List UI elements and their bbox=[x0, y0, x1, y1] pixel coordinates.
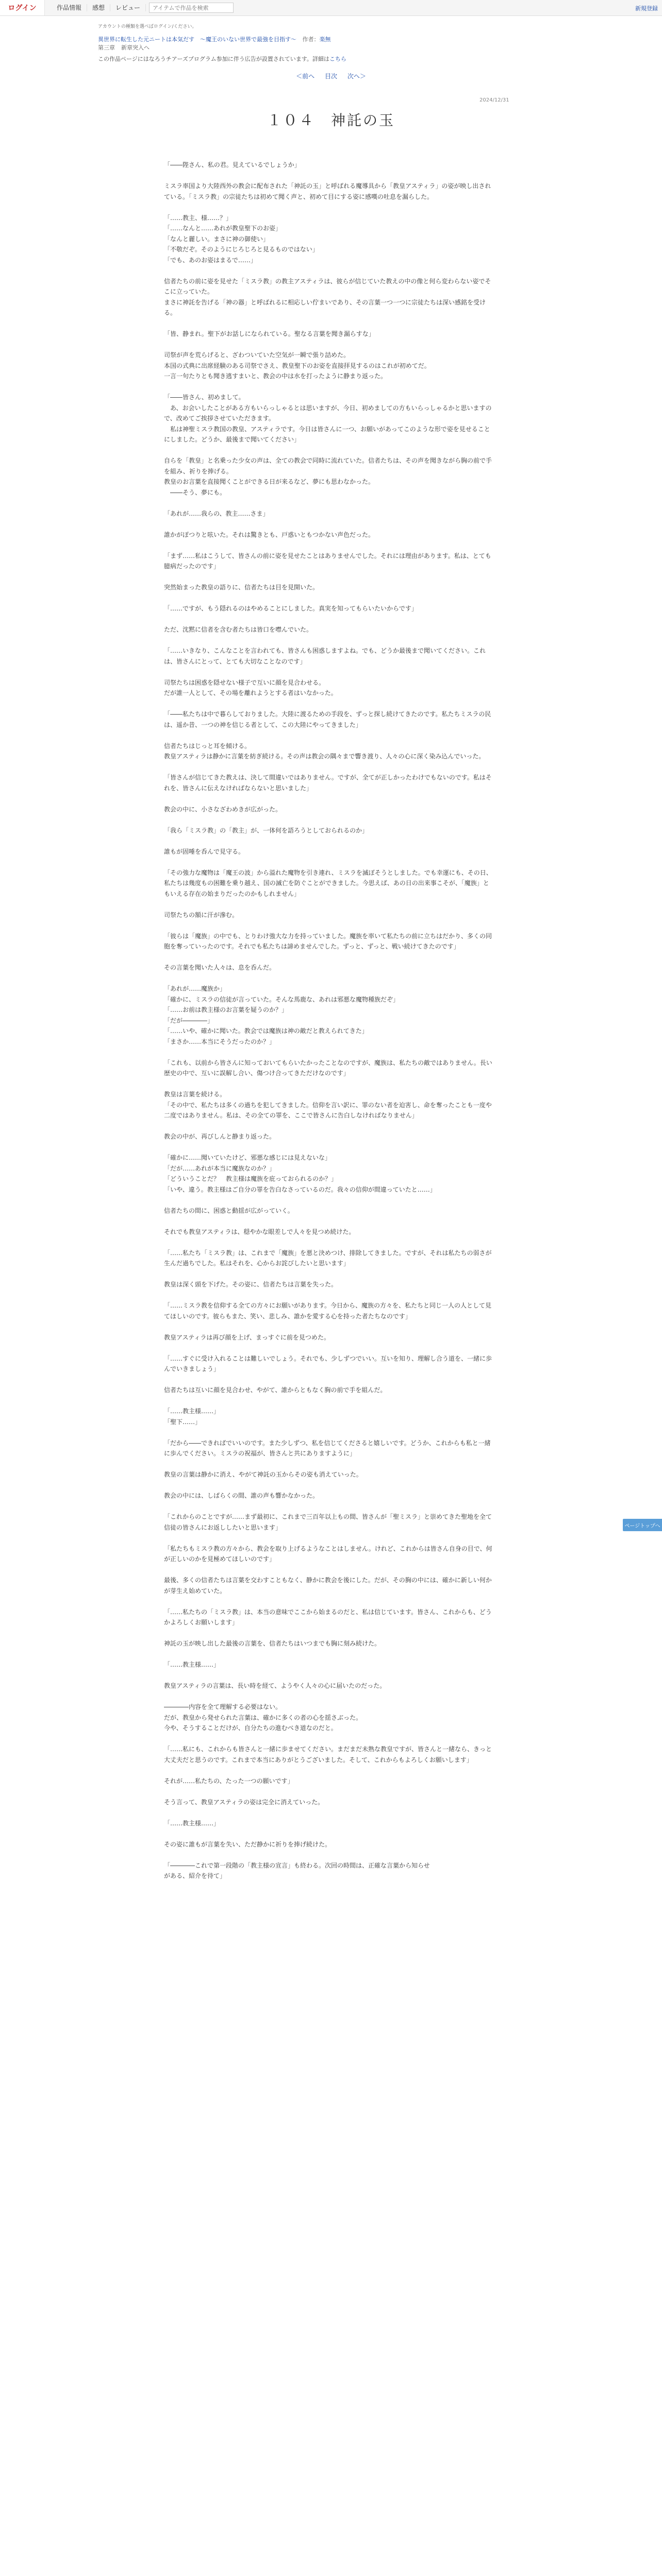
body-paragraph bbox=[164, 1596, 494, 1607]
body-paragraph: 突然始まった教皇の語りに、信者たちは目を見開いた。 bbox=[164, 584, 319, 591]
nav-impressions[interactable]: 感想 bbox=[87, 4, 110, 11]
body-paragraph: 「その中で、私たちは多くの過ちを犯してきました。信仰を言い訳に、罪のない者を迫害し、命を奪ったことも一度や二度ではありません。私は、その全ての罪を、ここで皆さんに告白しなければなりません」 bbox=[164, 1101, 492, 1119]
body-paragraph bbox=[164, 1565, 494, 1575]
body-paragraph: 「あれが……魔族か」 bbox=[164, 985, 226, 992]
body-paragraph bbox=[164, 1786, 494, 1797]
table-of-contents-link[interactable]: 目次 bbox=[324, 73, 337, 80]
body-paragraph: 信者たちの間に、困惑と動揺が広がっていく。 bbox=[164, 1207, 294, 1214]
body-paragraph: 「でも、あのお姿はまるで……」 bbox=[164, 256, 257, 264]
body-paragraph: 「我ら「ミスラ教」の「教主」が、一体何を語ろうとしておられるのか」 bbox=[164, 826, 369, 834]
body-paragraph: 「……ですが、もう隠れるのはやめることにしました。真実を知ってもらいたいからです」 bbox=[164, 605, 418, 612]
body-paragraph: 「いや、違う。教主様はご自分の罪を告白なさっているのだ。我々の信仰が間違っていたと……」 bbox=[164, 1185, 436, 1193]
body-paragraph: 司祭たちは困惑を隠せない様子で互いに顔を見合わせる。 bbox=[164, 679, 325, 686]
body-paragraph: 司祭たちの額に汗が滲む。 bbox=[164, 911, 239, 919]
body-paragraph: 教皇アスティラは静かに言葉を紡ぎ続ける。その声は教会の隅々まで響き渡り、人々の心に深く染み込んでいった。 bbox=[164, 753, 485, 760]
body-paragraph bbox=[164, 1480, 494, 1491]
body-paragraph: 「――皆さん、初めまして。 bbox=[164, 394, 245, 401]
body-paragraph: ――そう、夢にも。 bbox=[164, 488, 226, 496]
body-paragraph: だが誰一人として、その場を離れようとする者はいなかった。 bbox=[164, 689, 337, 697]
episode-title: １０４ 神託の玉 bbox=[267, 112, 395, 129]
body-paragraph: 「……教主様……」 bbox=[164, 1408, 220, 1415]
body-paragraph bbox=[164, 1121, 494, 1132]
site-logo[interactable]: ログイン bbox=[0, 0, 45, 15]
body-paragraph: 「……私にも、これからも皆さんと一緒に歩ませてください。まだまだ未熟な教皇ですが、皆さんと一緒なら、きっと大丈夫だと思うのです。これまで本当にありがとうございました。そして、これからもよろしくお願いします」 bbox=[164, 1745, 492, 1764]
body-paragraph: ミスラ率国より大陸西外の教会に配布された「神託の玉」と呼ばれる魔導具から「教皇アスティラ」の姿が映し出されている。「ミスラ教」の宗徒たちは初めて聞く声と、初めて目にする姿に感嘆の吐息を漏らした。 bbox=[164, 182, 491, 200]
body-paragraph bbox=[164, 920, 494, 931]
body-paragraph bbox=[164, 836, 494, 846]
body-paragraph bbox=[164, 1396, 494, 1406]
body-paragraph bbox=[164, 899, 494, 910]
body-paragraph: 教皇の言葉は静かに消え、やがて神託の玉からその姿も消えていった。 bbox=[164, 1471, 362, 1478]
body-paragraph: だが、教皇から発せられた言葉は、確かに多くの者の心を揺さぶった。 bbox=[164, 1714, 362, 1721]
body-paragraph: 「……いきなり、こんなことを言われても、皆さんも困惑しますよね。でも、どうか最後まで聞いてください。これは、皆さんにとって、とても大切なことなのです」 bbox=[164, 647, 486, 665]
body-paragraph bbox=[164, 1501, 494, 1512]
body-paragraph bbox=[164, 340, 494, 350]
body-paragraph: 最後、多くの信者たちは言葉を交わすこともなく、静かに教会を後にした。だが、その胸の中には、確かに新しい何かが芽生え始めていた。 bbox=[164, 1577, 492, 1595]
body-paragraph: その姿に誰もが言葉を失い、ただ静かに祈りを捧げ続けた。 bbox=[164, 1840, 332, 1848]
body-paragraph: 「――――これで第一段階の「教主様の宣言」も終わる。次回の時間は、正確な言葉から知らせ bbox=[164, 1861, 430, 1869]
body-paragraph bbox=[164, 815, 494, 825]
body-paragraph: 「……いや、確かに聞いた。教会では魔族は神の敵だと教えられてきた」 bbox=[164, 1027, 368, 1035]
body-paragraph bbox=[164, 1142, 494, 1153]
body-paragraph bbox=[164, 498, 494, 509]
body-paragraph bbox=[164, 1079, 494, 1090]
body-paragraph bbox=[164, 572, 494, 583]
body-paragraph bbox=[164, 318, 494, 329]
body-paragraph bbox=[164, 1290, 494, 1301]
body-paragraph bbox=[164, 614, 494, 625]
body-paragraph bbox=[164, 382, 494, 393]
body-paragraph: 信者たちの前に姿を見せた「ミスラ教」の教主アスティラは、彼らが信じていた教えの中の像と何ら変わらない姿でそこに立っていた。 bbox=[164, 277, 491, 295]
body-paragraph bbox=[164, 1427, 494, 1438]
ad-notice bbox=[98, 55, 346, 63]
body-paragraph: 「……私たち「ミスラ教」は、これまで「魔族」を悪と決めつけ、排除してきました。ですが、それは私たちの弱さが生んだ過ちでした。私はそれを、心からお詫びしたいと思います」 bbox=[164, 1249, 492, 1267]
body-paragraph: 教会の中に、小さなざわめきが広がった。 bbox=[164, 805, 282, 813]
body-paragraph: まさに神託を告げる「神の器」と呼ばれるに相応しい佇まいであり、その言葉一つ一つに宗徒たちは深い感銘を受ける。 bbox=[164, 298, 486, 316]
body-paragraph bbox=[164, 1216, 494, 1227]
body-paragraph: 本国の式典に出席経験のある司祭でさえ、教皇聖下のお姿を直接拝見するのはこれが初めてだ。 bbox=[164, 362, 431, 369]
novel-title-link[interactable]: 異世界に転生した元ニートは本気だす 〜魔王のいない世界で最強を目指す〜 bbox=[98, 36, 296, 43]
body-paragraph: 誰かがぽつりと呟いた。それは驚きとも、戸惑いともつかない声色だった。 bbox=[164, 531, 375, 538]
author-label: 作者： bbox=[302, 36, 320, 43]
body-paragraph: 教皇のお言葉を直接聞くことができる日が来るなど、夢にも思わなかった。 bbox=[164, 478, 375, 485]
body-paragraph: 「だが――――」 bbox=[164, 1016, 214, 1024]
body-paragraph: ――――内容を全て理解する必要はない。 bbox=[164, 1703, 282, 1710]
body-paragraph: 「皆さんが信じてきた教えは、決して間違いではありません。ですが、全てが正しかったわけでもないのです。私はそれを、皆さんに伝えなければならないと思いました」 bbox=[164, 774, 492, 792]
body-paragraph: 「……教主様……」 bbox=[164, 1661, 220, 1668]
body-paragraph bbox=[164, 540, 494, 551]
body-paragraph: それでも教皇アスティラは、穏やかな眼差しで人々を見つめ続けた。 bbox=[164, 1228, 355, 1235]
body-paragraph: 神託の玉が映し出した最後の言葉を、信者たちはいつまでも胸に刻み続けた。 bbox=[164, 1640, 381, 1647]
body-paragraph bbox=[164, 1459, 494, 1470]
chapter-number: 第三章 bbox=[98, 44, 115, 51]
body-paragraph: 「確かに、ミスラの信徒が言っていた。そんな馬鹿な、あれは邪悪な魔物種族だぞ」 bbox=[164, 995, 400, 1003]
ad-notice-text: この作品ページにはなろうチアーズプログラム参加に伴う広告が設置されています。詳細は bbox=[98, 56, 329, 62]
body-paragraph bbox=[164, 635, 494, 646]
body-paragraph: 「――私たちは中で暮らしておりました。大陸に渡るための手段を、ずっと探し続けてきたのです。私たちミスラの民は、遥か昔、一つの神を信じる者として、この大陸にやってきました」 bbox=[164, 710, 491, 728]
body-paragraph: 自らを「教皇」と名乗った少女の声は、全ての教会で同時に流れていた。信者たちは、その声を聞きながら胸の前で手を組み、祈りを捧げる。 bbox=[164, 457, 492, 475]
chapter-line bbox=[98, 43, 150, 52]
body-paragraph: 一言一句たりとも聞き逃すまいと、教会の中は水を打ったように静まり返った。 bbox=[164, 372, 387, 380]
body-paragraph: 誰もが固唾を呑んで見守る。 bbox=[164, 848, 245, 855]
body-paragraph bbox=[164, 1850, 494, 1860]
page-top-button[interactable]: ページトップへ bbox=[623, 1519, 662, 1531]
body-paragraph: あ、お会いしたことがある方もいらっしゃるとは思いますが、今日、初めましての方もいらっしゃるかと思いますので、改めてご挨拶させていただきます。 bbox=[164, 404, 492, 422]
body-paragraph: 「これからのことですが……まず最初に、これまで三百年以上もの間、皆さんが「聖ミスラ」と崇めてきた聖地を全て信徒の皆さんにお返ししたいと思います」 bbox=[164, 1513, 492, 1531]
body-paragraph: 「……私たちの「ミスラ教」は、本当の意味でここから始まるのだと、私は信じています。皆さん、これからも、どうかよろしくお願いします」 bbox=[164, 1608, 492, 1626]
body-paragraph: そう言って、教皇アスティラの姿は完全に消えていった。 bbox=[164, 1798, 324, 1806]
body-paragraph bbox=[164, 1047, 494, 1058]
body-paragraph: 「まず……私はこうして、皆さんの前に姿を見せたことはありませんでした。それには理由があります。私は、とても臆病だったのです」 bbox=[164, 552, 491, 570]
body-paragraph bbox=[164, 1649, 494, 1660]
body-paragraph bbox=[164, 1807, 494, 1818]
body-paragraph bbox=[164, 1237, 494, 1248]
body-paragraph: 司祭が声を荒らげると、ざわついていた空気が一瞬で張り詰めた。 bbox=[164, 351, 350, 359]
body-paragraph bbox=[164, 1375, 494, 1385]
body-paragraph bbox=[164, 1670, 494, 1681]
body-paragraph bbox=[164, 973, 494, 984]
body-paragraph: 信者たちは互いに顔を見合わせ、やがて、誰からともなく胸の前で手を組んだ。 bbox=[164, 1386, 387, 1394]
body-paragraph bbox=[164, 793, 494, 804]
search-input[interactable] bbox=[149, 3, 234, 13]
body-paragraph bbox=[164, 519, 494, 530]
nav-reviews[interactable]: レビュー bbox=[110, 4, 146, 11]
header-nav bbox=[52, 0, 234, 15]
ad-notice-link[interactable]: こちら bbox=[329, 56, 346, 62]
body-paragraph bbox=[164, 171, 494, 181]
body-paragraph: 「――陛さん、私の君。見えているでしょうか」 bbox=[164, 161, 301, 168]
body-paragraph bbox=[164, 445, 494, 456]
novel-title-line bbox=[98, 35, 331, 43]
body-paragraph bbox=[164, 952, 494, 963]
body-paragraph: 「不敬だぞ。そのようにじろじろと見るものではない」 bbox=[164, 246, 319, 253]
body-paragraph bbox=[164, 1691, 494, 1702]
body-paragraph: 「どういうことだ？ 教主様は魔族を庇っておられるのか？」 bbox=[164, 1175, 338, 1182]
body-paragraph bbox=[164, 202, 494, 213]
body-paragraph: 教皇アスティラの言葉は、長い時を経て、ようやく人々の心に届いたのだった。 bbox=[164, 1682, 386, 1689]
body-paragraph: 教会の中が、再びしんと静まり返った。 bbox=[164, 1133, 276, 1140]
body-paragraph: 信者たちはじっと耳を傾ける。 bbox=[164, 742, 251, 750]
body-paragraph bbox=[164, 1343, 494, 1353]
body-paragraph: 「これも、以前から皆さんに知っておいてもらいたかったことなのですが、魔族は、私たちの敵ではありません。長い歴史の中で、互いに誤解し合い、傷つけ合ってきただけなのです」 bbox=[164, 1059, 492, 1077]
body-paragraph bbox=[164, 1321, 494, 1332]
author-link[interactable]: 楽無 bbox=[319, 36, 331, 43]
body-paragraph: 今や、そうすることだけが、自分たちの進むべき道なのだと。 bbox=[164, 1724, 337, 1732]
body-paragraph bbox=[164, 667, 494, 677]
body-paragraph bbox=[164, 1533, 494, 1544]
body-paragraph: その言葉を聞いた人々は、息を呑んだ。 bbox=[164, 964, 276, 971]
body-paragraph: 「なんと麗しい。まさに神の御使い」 bbox=[164, 235, 270, 243]
body-paragraph: 「その強力な魔物は「魔王の波」から溢れた魔物を引き連れ、ミスラを滅ぼそうとしました。でも幸運にも、その日、私たちは幾度もの困難を乗り越え、国の滅亡を防ぐことができました。今思えば、あの日の出来事こそが、「魔族」ともいえる存在の始まりだったのかもしれません」 bbox=[164, 869, 492, 897]
body-paragraph: 「……教主様……」 bbox=[164, 1819, 220, 1827]
body-paragraph: 教皇は深く頭を下げた。その姿に、信者たちは言葉を失った。 bbox=[164, 1281, 338, 1288]
body-paragraph bbox=[164, 1734, 494, 1744]
body-paragraph: 教皇は言葉を続ける。 bbox=[164, 1091, 226, 1098]
body-paragraph bbox=[164, 762, 494, 773]
publish-date: 2024/12/31 bbox=[479, 97, 509, 103]
body-paragraph bbox=[164, 1195, 494, 1206]
register-link[interactable]: 新規登録 bbox=[635, 5, 658, 12]
body-paragraph: 教会の中には、しばらくの間、誰の声も響かなかった。 bbox=[164, 1492, 319, 1499]
body-paragraph bbox=[164, 857, 494, 868]
body-paragraph: 「あれが……我らの、教主……さま」 bbox=[164, 510, 269, 517]
body-paragraph: 「まさか……本当にそうだったのか？」 bbox=[164, 1038, 276, 1045]
body-paragraph bbox=[164, 730, 494, 741]
prev-episode-link[interactable]: ＜前へ bbox=[296, 73, 315, 80]
body-paragraph: 「……なんと……あれが教皇聖下のお姿」 bbox=[164, 225, 282, 232]
body-paragraph: 「私たちもミスラ教の方々から、教会を取り上げるようなことはしません。けれど、これからは皆さん自身の目で、何が正しいのかを見極めてほしいのです」 bbox=[164, 1545, 492, 1563]
header-bar bbox=[0, 0, 662, 16]
body-paragraph: 「だが……あれが本当に魔族なのか？」 bbox=[164, 1164, 276, 1172]
body-paragraph: 教皇アスティラは再び顔を上げ、まっすぐに前を見つめた。 bbox=[164, 1333, 330, 1341]
body-paragraph bbox=[164, 593, 494, 604]
novel-body bbox=[164, 160, 494, 1882]
body-paragraph: 「……ミスラ教を信仰する全ての方々にお願いがあります。今日から、魔族の方々を、私たちと同じ一人の人として見てほしいのです。彼らもまた、笑い、悲しみ、誰かを愛する心を持った者たちなのです」 bbox=[164, 1302, 492, 1320]
login-note: アカウントの種類を選べばログイン/ください。 bbox=[98, 24, 197, 29]
body-paragraph: 「彼らは「魔族」の中でも、とりわけ強大な力を持っていました。魔族を率いて私たちの前に立ちはだかり、多くの同胞を奪っていったのです。それでも私たちは諦めませんでした。ずっと、ずっと、戦い続けてきたのです」 bbox=[164, 932, 492, 950]
body-paragraph bbox=[164, 1828, 494, 1839]
body-paragraph: ただ、沈黙に信者を含む者たちは皆口を噤んでいた。 bbox=[164, 626, 313, 633]
body-paragraph: 「……お前は教主様のお言葉を疑うのか？」 bbox=[164, 1006, 288, 1013]
body-paragraph bbox=[164, 265, 494, 276]
chapter-title: 新章突入へ bbox=[121, 44, 150, 51]
body-paragraph: 「……すぐに受け入れることは難しいでしょう。それでも、少しずつでいい。互いを知り、理解し合う道を、一緒に歩んでいきましょう」 bbox=[164, 1354, 492, 1372]
body-paragraph: 「聖下……」 bbox=[164, 1418, 202, 1426]
episode-pager bbox=[0, 72, 662, 80]
body-paragraph: 「……教主、様……？」 bbox=[164, 214, 233, 222]
body-paragraph: 「皆、静まれ。聖下がお話しになられている。聖なる言葉を聞き漏らすな」 bbox=[164, 330, 375, 337]
body-paragraph: 「だから――できればでいいのです。また少しずつ、私を信じてくださると嬉しいです。どうか、これからも私と一緒に歩んでください。ミスラの祝福が、皆さんと共にありますように」 bbox=[164, 1439, 491, 1457]
body-paragraph bbox=[164, 1765, 494, 1776]
nav-novel-info[interactable]: 作品情報 bbox=[52, 4, 87, 11]
body-paragraph: がある、紹介を待て」 bbox=[164, 1872, 226, 1879]
body-paragraph bbox=[164, 1269, 494, 1280]
body-paragraph: 私は神聖ミスラ教国の教皇、アスティラです。今日は皆さんに一つ、お願いがあってこのような形で姿を見せることにしました。どうか、最後まで聞いてください」 bbox=[164, 425, 490, 443]
body-paragraph bbox=[164, 699, 494, 709]
next-episode-link[interactable]: 次へ＞ bbox=[347, 73, 366, 80]
body-paragraph bbox=[164, 1628, 494, 1639]
body-paragraph: それが……私たちの、たった一つの願いです」 bbox=[164, 1777, 294, 1785]
body-paragraph: 「確かに……聞いていたけど、邪悪な感じには見えないな」 bbox=[164, 1154, 332, 1161]
